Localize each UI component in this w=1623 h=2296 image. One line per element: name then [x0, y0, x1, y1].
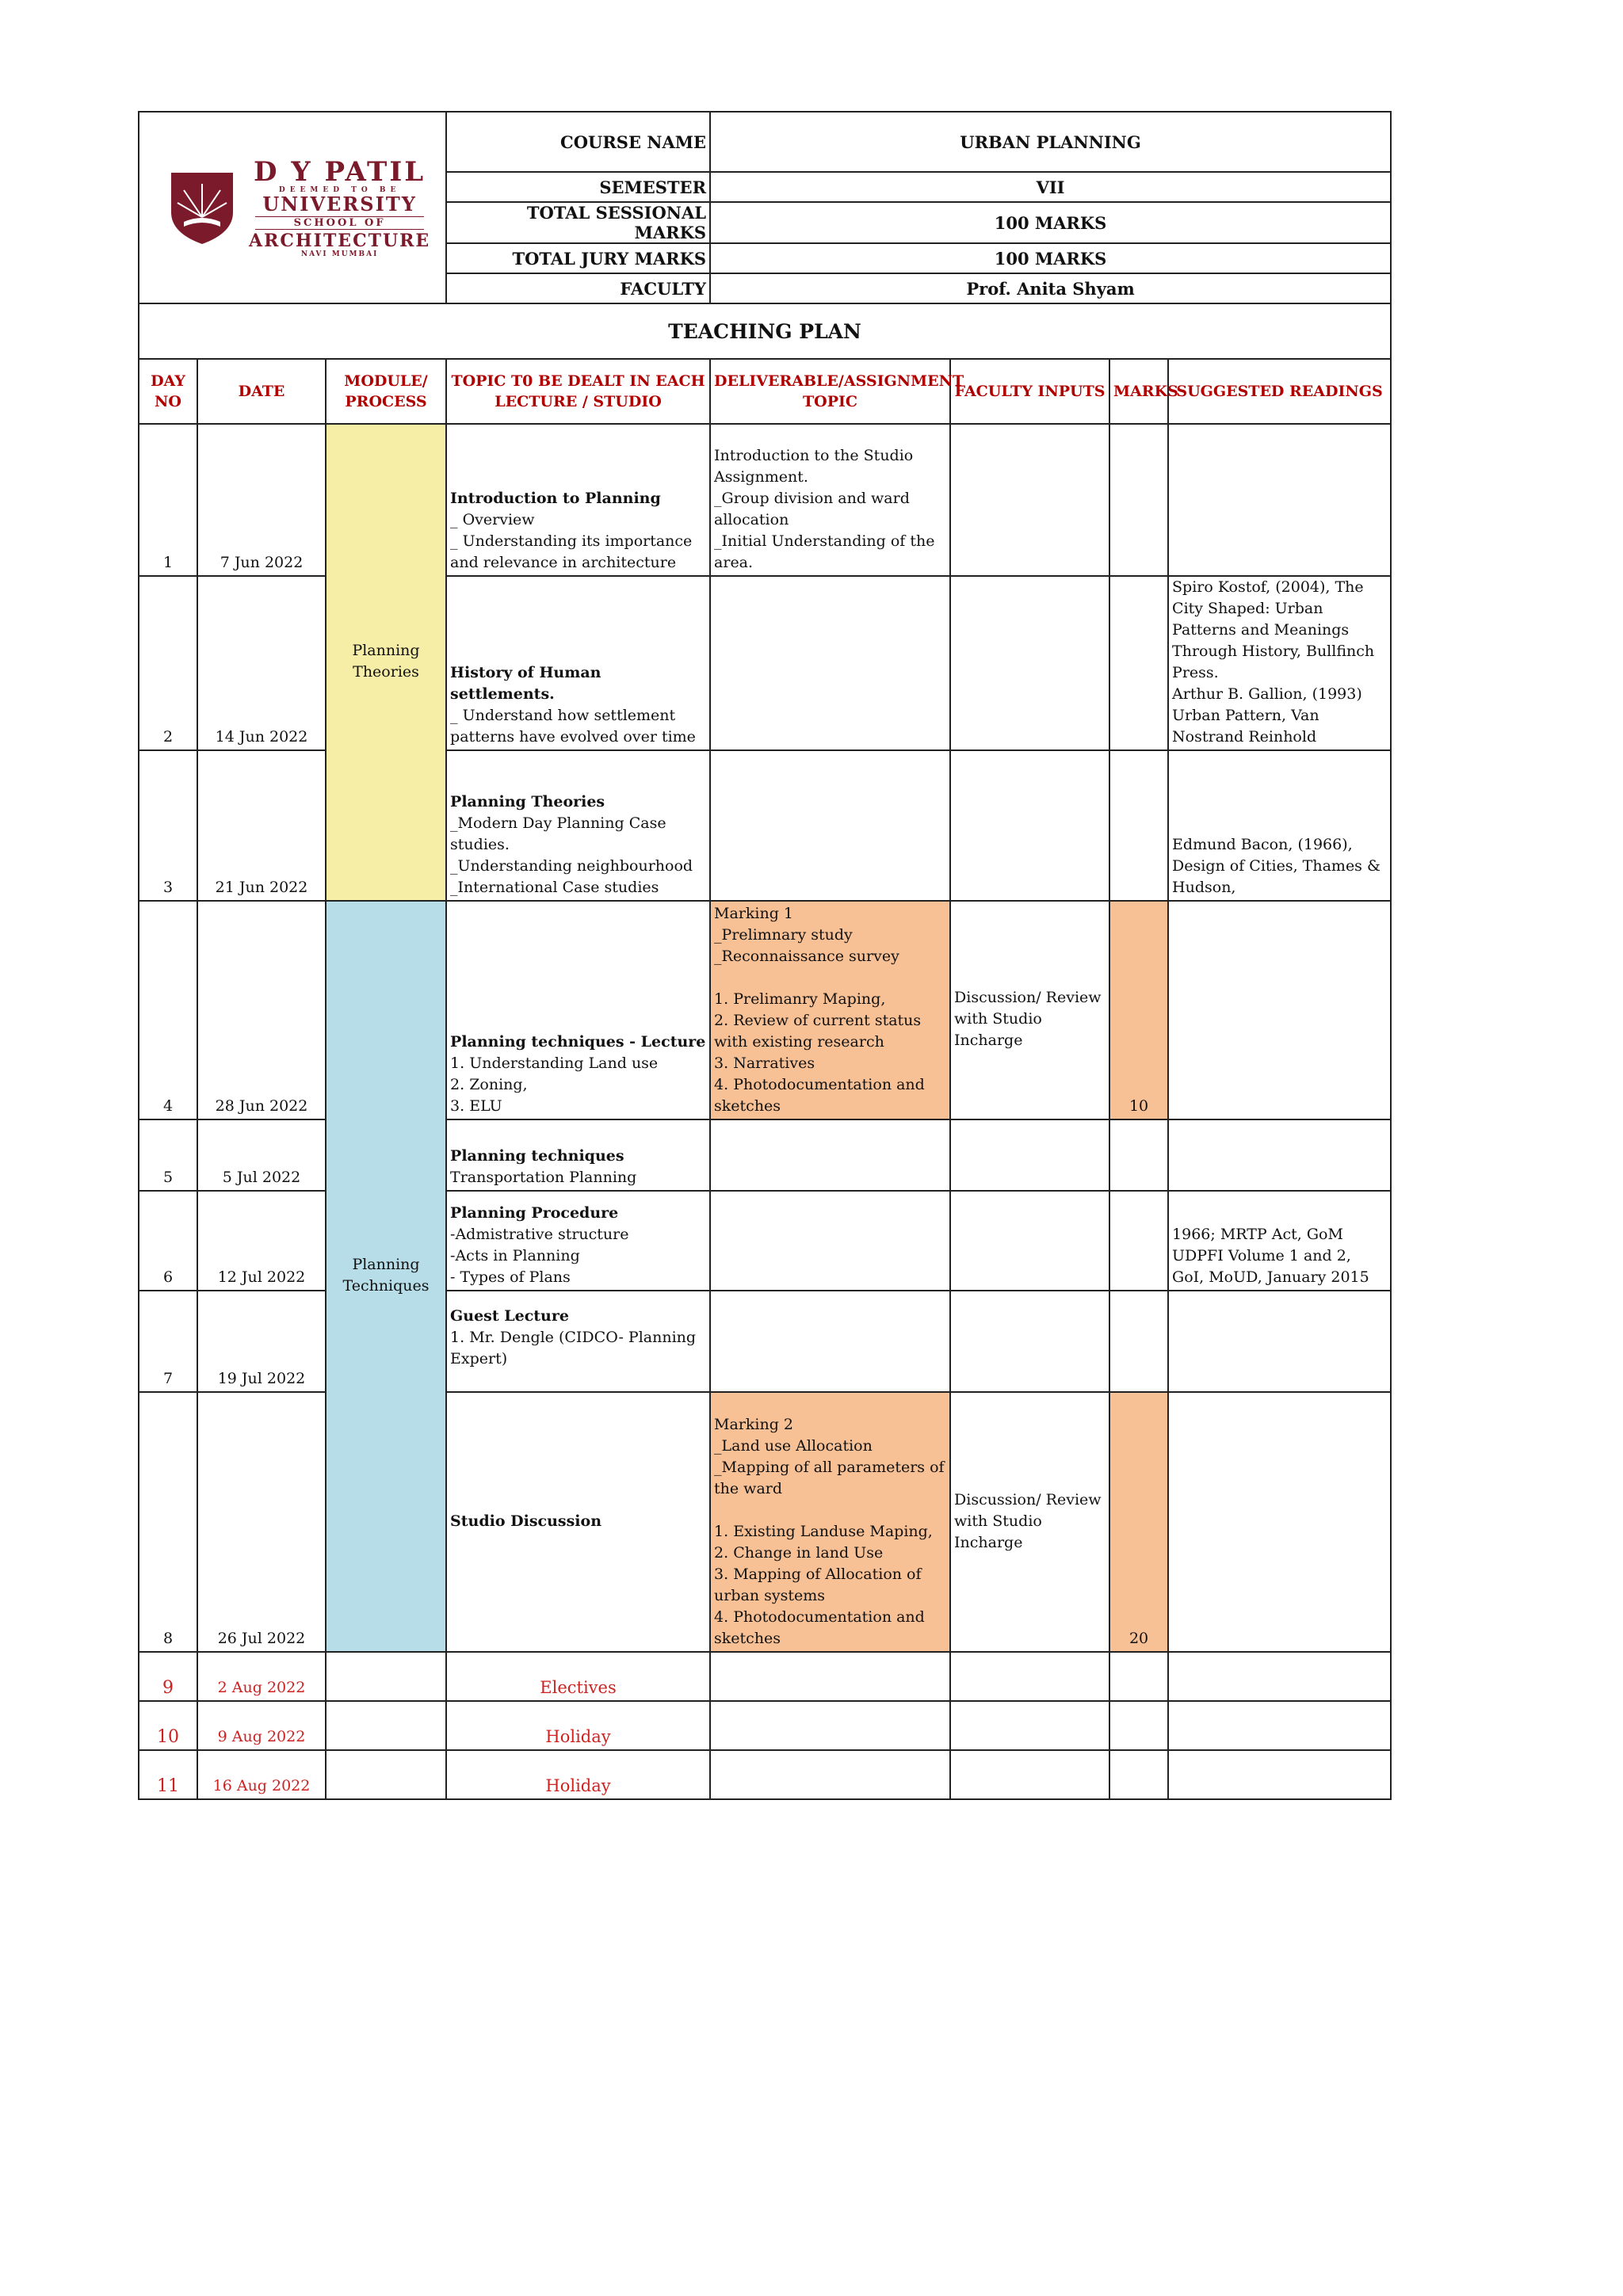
day-no: 3: [139, 750, 197, 901]
col-marks: MARKS: [1109, 359, 1168, 424]
logo-line-1: D Y PATIL: [254, 155, 426, 188]
semester-value: VII: [710, 172, 1391, 202]
day-no: 8: [139, 1392, 197, 1652]
topic-line: _International Case studies: [450, 879, 659, 896]
deliverable-cell: [710, 424, 950, 576]
module-cell: [326, 1750, 446, 1799]
deliverable-line: _Prelimnary study: [714, 926, 853, 944]
topic-line: Transportation Planning: [450, 1169, 637, 1186]
topic-line: _ Overview: [450, 511, 535, 528]
sessional-marks-label: TOTAL SESSIONAL MARKS: [446, 202, 710, 243]
faculty-inputs-cell: [950, 1191, 1109, 1291]
deliverable-cell: [710, 1119, 950, 1191]
faculty-value: Prof. Anita Shyam: [710, 273, 1391, 303]
deliverable-line: 1. Existing Landuse Maping,: [714, 1523, 933, 1540]
marks-cell: [1109, 750, 1168, 901]
faculty-inputs-cell: [950, 576, 1109, 750]
deliverable-line: _Land use Allocation: [714, 1437, 873, 1455]
topic-title: History of Human settlements.: [450, 664, 601, 703]
logo-line-3: UNIVERSITY: [262, 192, 417, 215]
topic-line: 2. Zoning,: [450, 1076, 528, 1093]
deliverable-line: Marking 2: [714, 1416, 794, 1433]
day-no: 1: [139, 424, 197, 576]
topic-cell: [446, 1119, 710, 1191]
topic-title: Planning techniques - Lecture: [450, 1033, 706, 1051]
topic-line: 3. ELU: [450, 1097, 502, 1115]
topic-line: _ Understand how settlement patterns have evolved over time: [450, 707, 696, 746]
topic-title: Planning techniques: [450, 1147, 624, 1165]
date-cell: 26 Jul 2022: [197, 1392, 326, 1652]
plan-title: TEACHING PLAN: [139, 303, 1391, 359]
deliverable-line: 1. Prelimanry Maping,: [714, 990, 886, 1008]
topic-line: - Types of Plans: [450, 1268, 571, 1286]
faculty-inputs-cell: [950, 901, 1109, 1119]
marks-cell: [1109, 424, 1168, 576]
topic-line: -Admistrative structure: [450, 1226, 629, 1243]
marks-cell: [1109, 1652, 1168, 1701]
deliverable-cell: [710, 1652, 950, 1701]
module-cell: [326, 1652, 446, 1701]
special-label: Holiday: [446, 1701, 710, 1750]
deliverable-cell: [710, 750, 950, 901]
faculty-inputs-cell: [950, 750, 1109, 901]
date-cell: 16 Aug 2022: [197, 1750, 326, 1799]
deliverable-line: 2. Review of current status with existing research: [714, 1012, 922, 1051]
table-row: [139, 1701, 1391, 1750]
special-label: Electives: [446, 1652, 710, 1701]
logo-cell: [139, 112, 446, 303]
crest-icon: [168, 170, 236, 246]
reading-line: UDPFI Volume 1 and 2, GoI, MoUD, January 2015: [1172, 1247, 1369, 1286]
date-cell: 9 Aug 2022: [197, 1701, 326, 1750]
reading-line: Edmund Bacon, (1966), Design of Cities, Thames & Hudson,: [1172, 836, 1381, 896]
readings-cell: [1168, 424, 1391, 576]
logo-line-5: ARCHITECTURE: [249, 230, 431, 251]
jury-marks-label: TOTAL JURY MARKS: [446, 243, 710, 273]
logo-line-2: DEEMED TO BE: [278, 185, 401, 194]
module-planning-theories: Planning Theories: [326, 424, 446, 901]
jury-marks-value: 100 MARKS: [710, 243, 1391, 273]
deliverable-line: [714, 1500, 946, 1521]
deliverable-line: _Group division and ward allocation: [714, 490, 910, 528]
deliverable-cell: [710, 576, 950, 750]
date-cell: 7 Jun 2022: [197, 424, 326, 576]
readings-cell: [1168, 1750, 1391, 1799]
date-cell: 2 Aug 2022: [197, 1652, 326, 1701]
faculty-inputs-cell: [950, 1392, 1109, 1652]
university-logo: [168, 155, 442, 258]
marks-cell: [1109, 1191, 1168, 1291]
table-row: [139, 1652, 1391, 1701]
topic-cell: [446, 1392, 710, 1652]
readings-cell: [1168, 1191, 1391, 1291]
topic-cell: [446, 576, 710, 750]
readings-cell: [1168, 901, 1391, 1119]
table-row: [139, 901, 1391, 1119]
topic-line: 1. Understanding Land use: [450, 1055, 659, 1072]
faculty-inputs-cell: [950, 1701, 1109, 1750]
date-cell: 21 Jun 2022: [197, 750, 326, 901]
topic-line: _Modern Day Planning Case studies.: [450, 814, 666, 853]
deliverable-cell: [710, 1191, 950, 1291]
reading-line: Spiro Kostof, (2004), The City Shaped: Urban Patterns and Meanings Through History, Bullfinch Press.: [1172, 578, 1375, 681]
deliverable-line: Introduction to the Studio Assignment.: [714, 447, 914, 486]
col-day-no: DAY NO: [139, 359, 197, 424]
deliverable-line: 4. Photodocumentation and sketches: [714, 1608, 925, 1647]
topic-title: Planning Procedure: [450, 1204, 619, 1222]
topic-line: _Understanding neighbourhood: [450, 857, 693, 875]
date-cell: 19 Jul 2022: [197, 1291, 326, 1392]
date-cell: 14 Jun 2022: [197, 576, 326, 750]
topic-title: Guest Lecture: [450, 1307, 569, 1325]
faculty-input-line: Discussion/ Review with Studio Incharge: [954, 989, 1102, 1049]
table-row: [139, 1750, 1391, 1799]
deliverable-cell: [710, 1291, 950, 1392]
reading-line: 1966; MRTP Act, GoM: [1172, 1226, 1343, 1243]
deliverable-line: [714, 967, 946, 989]
topic-title: Studio Discussion: [450, 1512, 602, 1530]
marks-cell: [1109, 1701, 1168, 1750]
col-readings: SUGGESTED READINGS: [1168, 359, 1391, 424]
marks-cell: [1109, 576, 1168, 750]
readings-cell: [1168, 750, 1391, 901]
table-row: [139, 424, 1391, 576]
deliverable-line: _Mapping of all parameters of the ward: [714, 1459, 945, 1497]
col-module: MODULE/ PROCESS: [326, 359, 446, 424]
topic-title: Introduction to Planning: [450, 490, 661, 507]
topic-cell: [446, 1191, 710, 1291]
faculty-inputs-cell: [950, 1750, 1109, 1799]
logo-text: [249, 155, 431, 258]
readings-cell: [1168, 1119, 1391, 1191]
deliverable-line: 3. Narratives: [714, 1055, 815, 1072]
topic-cell: [446, 750, 710, 901]
faculty-inputs-cell: [950, 1119, 1109, 1191]
day-no: 7: [139, 1291, 197, 1392]
deliverable-cell: [710, 1750, 950, 1799]
faculty-input-line: Discussion/ Review with Studio Incharge: [954, 1490, 1102, 1551]
col-faculty-inputs: FACULTY INPUTS: [950, 359, 1109, 424]
logo-line-6: NAVI MUMBAI: [300, 250, 379, 258]
readings-cell: [1168, 1291, 1391, 1392]
logo-line-4: SCHOOL OF: [255, 216, 424, 230]
col-date: DATE: [197, 359, 326, 424]
day-no: 2: [139, 576, 197, 750]
day-no: 10: [139, 1701, 197, 1750]
col-topic: TOPIC T0 BE DEALT IN EACH LECTURE / STUDIO: [446, 359, 710, 424]
sessional-marks-value: 100 MARKS: [710, 202, 1391, 243]
marks-cell: 20: [1109, 1392, 1168, 1652]
deliverable-cell: [710, 901, 950, 1119]
readings-cell: [1168, 576, 1391, 750]
faculty-inputs-cell: [950, 1652, 1109, 1701]
semester-label: SEMESTER: [446, 172, 710, 202]
module-planning-techniques: Planning Techniques: [326, 901, 446, 1652]
marks-cell: [1109, 1119, 1168, 1191]
deliverable-cell: [710, 1392, 950, 1652]
deliverable-line: 4. Photodocumentation and sketches: [714, 1076, 925, 1115]
date-cell: 28 Jun 2022: [197, 901, 326, 1119]
topic-cell: [446, 1291, 710, 1392]
date-cell: 5 Jul 2022: [197, 1119, 326, 1191]
course-name-label: COURSE NAME: [446, 112, 710, 172]
special-label: Holiday: [446, 1750, 710, 1799]
deliverable-line: _Initial Understanding of the area.: [714, 532, 935, 571]
topic-line: 1. Mr. Dengle (CIDCO- Planning Expert): [450, 1329, 697, 1367]
topic-title: Planning Theories: [450, 793, 605, 810]
teaching-plan-sheet: [138, 111, 1390, 1800]
faculty-inputs-cell: [950, 1291, 1109, 1392]
date-cell: 12 Jul 2022: [197, 1191, 326, 1291]
readings-cell: [1168, 1652, 1391, 1701]
topic-line: -Acts in Planning: [450, 1247, 580, 1264]
topic-cell: [446, 424, 710, 576]
day-no: 11: [139, 1750, 197, 1799]
topic-line: _ Understanding its importance and relevance in architecture: [450, 532, 693, 571]
marks-cell: 10: [1109, 901, 1168, 1119]
deliverable-line: Marking 1: [714, 905, 794, 922]
reading-line: Arthur B. Gallion, (1993) Urban Pattern, Van Nostrand Reinhold: [1172, 685, 1362, 746]
deliverable-line: 2. Change in land Use: [714, 1544, 884, 1562]
teaching-plan-table: [138, 111, 1392, 1800]
deliverable-line: _Reconnaissance survey: [714, 948, 899, 965]
course-name-value: URBAN PLANNING: [710, 112, 1391, 172]
faculty-label: FACULTY: [446, 273, 710, 303]
readings-cell: [1168, 1701, 1391, 1750]
readings-cell: [1168, 1392, 1391, 1652]
col-deliverable: DELIVERABLE/ASSIGNMENT TOPIC: [710, 359, 950, 424]
day-no: 5: [139, 1119, 197, 1191]
day-no: 9: [139, 1652, 197, 1701]
marks-cell: [1109, 1750, 1168, 1799]
deliverable-cell: [710, 1701, 950, 1750]
topic-cell: [446, 901, 710, 1119]
faculty-inputs-cell: [950, 424, 1109, 576]
day-no: 6: [139, 1191, 197, 1291]
marks-cell: [1109, 1291, 1168, 1392]
day-no: 4: [139, 901, 197, 1119]
deliverable-line: 3. Mapping of Allocation of urban systems: [714, 1566, 922, 1604]
module-cell: [326, 1701, 446, 1750]
